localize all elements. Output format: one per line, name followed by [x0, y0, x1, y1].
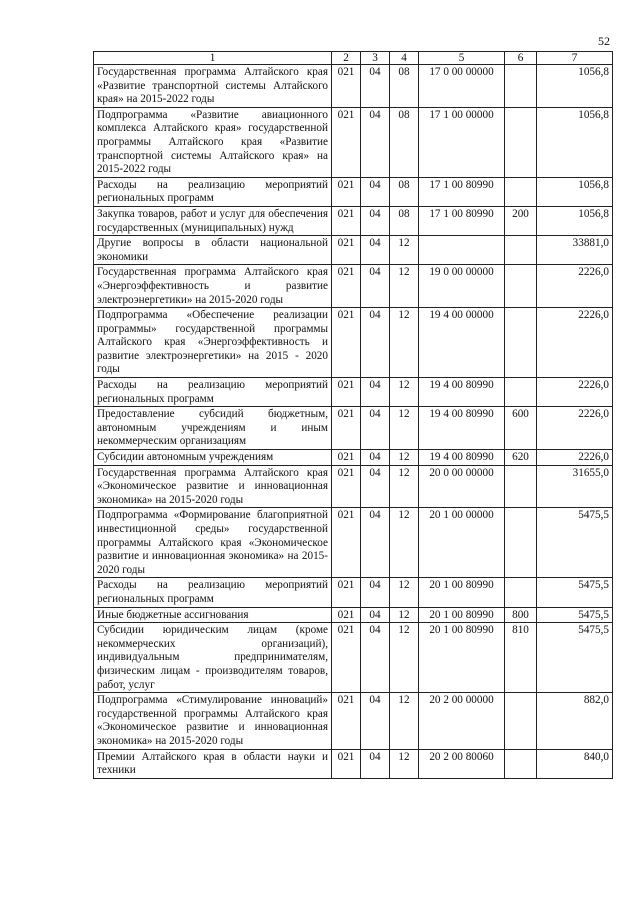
row-col-2-cell: 021 — [332, 693, 361, 749]
row-col-3-cell: 04 — [361, 508, 390, 578]
row-name-cell: Предоставление субсидий бюджетным, автономным учреждениям и иным некоммерческим организациям — [94, 407, 332, 450]
table-row — [94, 693, 613, 749]
row-col-6-cell — [505, 465, 537, 508]
row-col-6-cell — [505, 65, 537, 108]
header-col-1: 1 — [94, 52, 332, 65]
row-amount-cell: 882,0 — [537, 693, 613, 749]
row-col-3-cell: 04 — [361, 308, 390, 378]
row-col-4-cell: 12 — [390, 378, 419, 407]
row-col-3-cell: 04 — [361, 265, 390, 308]
row-col-2-cell: 021 — [332, 465, 361, 508]
table-row — [94, 177, 613, 206]
row-amount-cell: 2226,0 — [537, 308, 613, 378]
row-col-3-cell: 04 — [361, 465, 390, 508]
row-code-cell: 17 1 00 80990 — [419, 177, 505, 206]
row-col-4-cell: 12 — [390, 265, 419, 308]
row-col-6-cell — [505, 693, 537, 749]
row-name-cell: Иные бюджетные ассигнования — [94, 607, 332, 623]
row-col-4-cell: 12 — [390, 236, 419, 265]
row-col-4-cell: 12 — [390, 450, 419, 466]
row-col-3-cell: 04 — [361, 623, 390, 693]
row-col-3-cell: 04 — [361, 177, 390, 206]
row-code-cell: 19 4 00 80990 — [419, 378, 505, 407]
row-name-cell: Государственная программа Алтайского края «Развитие транспортной системы Алтайского края» на 2015-2022 годы — [94, 65, 332, 108]
table-row — [94, 407, 613, 450]
table-body — [94, 65, 613, 779]
table-row — [94, 236, 613, 265]
row-col-3-cell: 04 — [361, 236, 390, 265]
row-code-cell: 20 1 00 00000 — [419, 508, 505, 578]
row-code-cell: 20 0 00 00000 — [419, 465, 505, 508]
header-col-6: 6 — [505, 52, 537, 65]
row-name-cell: Субсидии юридическим лицам (кроме некоммерческих организаций), индивидуальным предпринимателям, физическим лицам - производителям товаров, работ, услуг — [94, 623, 332, 693]
header-col-3: 3 — [361, 52, 390, 65]
row-col-2-cell: 021 — [332, 578, 361, 607]
row-col-3-cell: 04 — [361, 450, 390, 466]
row-col-3-cell: 04 — [361, 378, 390, 407]
row-name-cell: Другие вопросы в области национальной экономики — [94, 236, 332, 265]
row-code-cell: 20 1 00 80990 — [419, 623, 505, 693]
row-col-2-cell: 021 — [332, 450, 361, 466]
row-amount-cell: 5475,5 — [537, 607, 613, 623]
row-col-4-cell: 12 — [390, 508, 419, 578]
row-col-6-cell: 200 — [505, 206, 537, 235]
row-code-cell: 20 2 00 80060 — [419, 749, 505, 778]
table-row — [94, 107, 613, 177]
header-col-2: 2 — [332, 52, 361, 65]
row-col-6-cell — [505, 378, 537, 407]
row-col-2-cell: 021 — [332, 378, 361, 407]
row-amount-cell: 2226,0 — [537, 265, 613, 308]
row-col-2-cell: 021 — [332, 206, 361, 235]
row-col-3-cell: 04 — [361, 206, 390, 235]
row-col-6-cell: 620 — [505, 450, 537, 466]
row-col-3-cell: 04 — [361, 693, 390, 749]
row-code-cell: 17 0 00 00000 — [419, 65, 505, 108]
row-amount-cell: 2226,0 — [537, 450, 613, 466]
header-col-4: 4 — [390, 52, 419, 65]
row-name-cell: Подпрограмма «Обеспечение реализации программы» государственной программы Алтайского края «Энергоэффективность и развитие электроэнергетики» на 2015 - 2020 годы — [94, 308, 332, 378]
row-col-6-cell — [505, 177, 537, 206]
row-name-cell: Закупка товаров, работ и услуг для обеспечения государственных (муниципальных) нужд — [94, 206, 332, 235]
row-col-2-cell: 021 — [332, 407, 361, 450]
row-name-cell: Государственная программа Алтайского края «Энергоэффективность и развитие электроэнергетики» на 2015-2020 годы — [94, 265, 332, 308]
table-row — [94, 450, 613, 466]
budget-table — [93, 51, 613, 779]
row-name-cell: Расходы на реализацию мероприятий региональных программ — [94, 578, 332, 607]
row-col-4-cell: 08 — [390, 65, 419, 108]
row-col-3-cell: 04 — [361, 607, 390, 623]
row-amount-cell: 1056,8 — [537, 107, 613, 177]
row-col-3-cell: 04 — [361, 749, 390, 778]
row-amount-cell: 1056,8 — [537, 177, 613, 206]
row-code-cell — [419, 236, 505, 265]
row-amount-cell: 31655,0 — [537, 465, 613, 508]
row-amount-cell: 33881,0 — [537, 236, 613, 265]
row-col-6-cell — [505, 265, 537, 308]
row-col-6-cell: 600 — [505, 407, 537, 450]
row-name-cell: Расходы на реализацию мероприятий региональных программ — [94, 177, 332, 206]
row-amount-cell: 2226,0 — [537, 378, 613, 407]
row-name-cell: Расходы на реализацию мероприятий региональных программ — [94, 378, 332, 407]
row-name-cell: Подпрограмма «Стимулирование инноваций» государственной программы Алтайского края «Экономическое развитие и инновационная экономика» на 2015-2020 годы — [94, 693, 332, 749]
row-col-4-cell: 12 — [390, 308, 419, 378]
row-code-cell: 19 0 00 00000 — [419, 265, 505, 308]
row-amount-cell: 5475,5 — [537, 623, 613, 693]
header-row — [94, 52, 613, 65]
row-col-2-cell: 021 — [332, 607, 361, 623]
row-col-2-cell: 021 — [332, 508, 361, 578]
page-number: 52 — [598, 34, 610, 48]
table-row — [94, 265, 613, 308]
row-col-6-cell: 800 — [505, 607, 537, 623]
row-code-cell: 19 4 00 80990 — [419, 450, 505, 466]
row-name-cell: Субсидии автономным учреждениям — [94, 450, 332, 466]
row-col-4-cell: 12 — [390, 465, 419, 508]
row-col-4-cell: 12 — [390, 693, 419, 749]
table-row — [94, 65, 613, 108]
row-amount-cell: 2226,0 — [537, 407, 613, 450]
row-name-cell: Государственная программа Алтайского края «Экономическое развитие и инновационная экономика» на 2015-2020 годы — [94, 465, 332, 508]
table-row — [94, 465, 613, 508]
header-col-5: 5 — [419, 52, 505, 65]
row-col-3-cell: 04 — [361, 65, 390, 108]
row-code-cell: 17 1 00 00000 — [419, 107, 505, 177]
row-col-2-cell: 021 — [332, 107, 361, 177]
row-col-6-cell — [505, 236, 537, 265]
table-row — [94, 508, 613, 578]
table-row — [94, 607, 613, 623]
row-code-cell: 20 2 00 00000 — [419, 693, 505, 749]
row-col-4-cell: 12 — [390, 623, 419, 693]
table-row — [94, 378, 613, 407]
row-amount-cell: 1056,8 — [537, 65, 613, 108]
row-amount-cell: 5475,5 — [537, 578, 613, 607]
row-col-3-cell: 04 — [361, 407, 390, 450]
row-col-6-cell — [505, 508, 537, 578]
table-row — [94, 578, 613, 607]
row-col-6-cell — [505, 107, 537, 177]
row-name-cell: Подпрограмма «Развитие авиационного комплекса Алтайского края» государственной программы Алтайского края «Развитие транспортной системы Алтайского края» на 2015-2022 годы — [94, 107, 332, 177]
row-name-cell: Премии Алтайского края в области науки и техники — [94, 749, 332, 778]
row-col-2-cell: 021 — [332, 265, 361, 308]
row-col-2-cell: 021 — [332, 177, 361, 206]
row-col-6-cell: 810 — [505, 623, 537, 693]
header-col-7: 7 — [537, 52, 613, 65]
row-col-4-cell: 12 — [390, 407, 419, 450]
table-row — [94, 206, 613, 235]
row-col-2-cell: 021 — [332, 236, 361, 265]
row-col-4-cell: 08 — [390, 206, 419, 235]
row-col-6-cell — [505, 308, 537, 378]
row-col-6-cell — [505, 749, 537, 778]
row-col-6-cell — [505, 578, 537, 607]
table-row — [94, 623, 613, 693]
table-row — [94, 749, 613, 778]
row-col-2-cell: 021 — [332, 623, 361, 693]
row-col-4-cell: 08 — [390, 107, 419, 177]
row-col-2-cell: 021 — [332, 65, 361, 108]
row-amount-cell: 840,0 — [537, 749, 613, 778]
row-code-cell: 19 4 00 80990 — [419, 407, 505, 450]
row-col-3-cell: 04 — [361, 578, 390, 607]
row-amount-cell: 1056,8 — [537, 206, 613, 235]
row-code-cell: 19 4 00 00000 — [419, 308, 505, 378]
row-code-cell: 20 1 00 80990 — [419, 607, 505, 623]
row-code-cell: 17 1 00 80990 — [419, 206, 505, 235]
row-amount-cell: 5475,5 — [537, 508, 613, 578]
row-col-4-cell: 08 — [390, 177, 419, 206]
row-code-cell: 20 1 00 80990 — [419, 578, 505, 607]
row-col-2-cell: 021 — [332, 749, 361, 778]
row-col-4-cell: 12 — [390, 749, 419, 778]
row-col-4-cell: 12 — [390, 578, 419, 607]
table-row — [94, 308, 613, 378]
row-col-4-cell: 12 — [390, 607, 419, 623]
row-col-2-cell: 021 — [332, 308, 361, 378]
row-name-cell: Подпрограмма «Формирование благоприятной инвестиционной среды» государственной программы Алтайского края «Экономическое развитие и инновационная экономика» на 2015-2020 годы — [94, 508, 332, 578]
row-col-3-cell: 04 — [361, 107, 390, 177]
